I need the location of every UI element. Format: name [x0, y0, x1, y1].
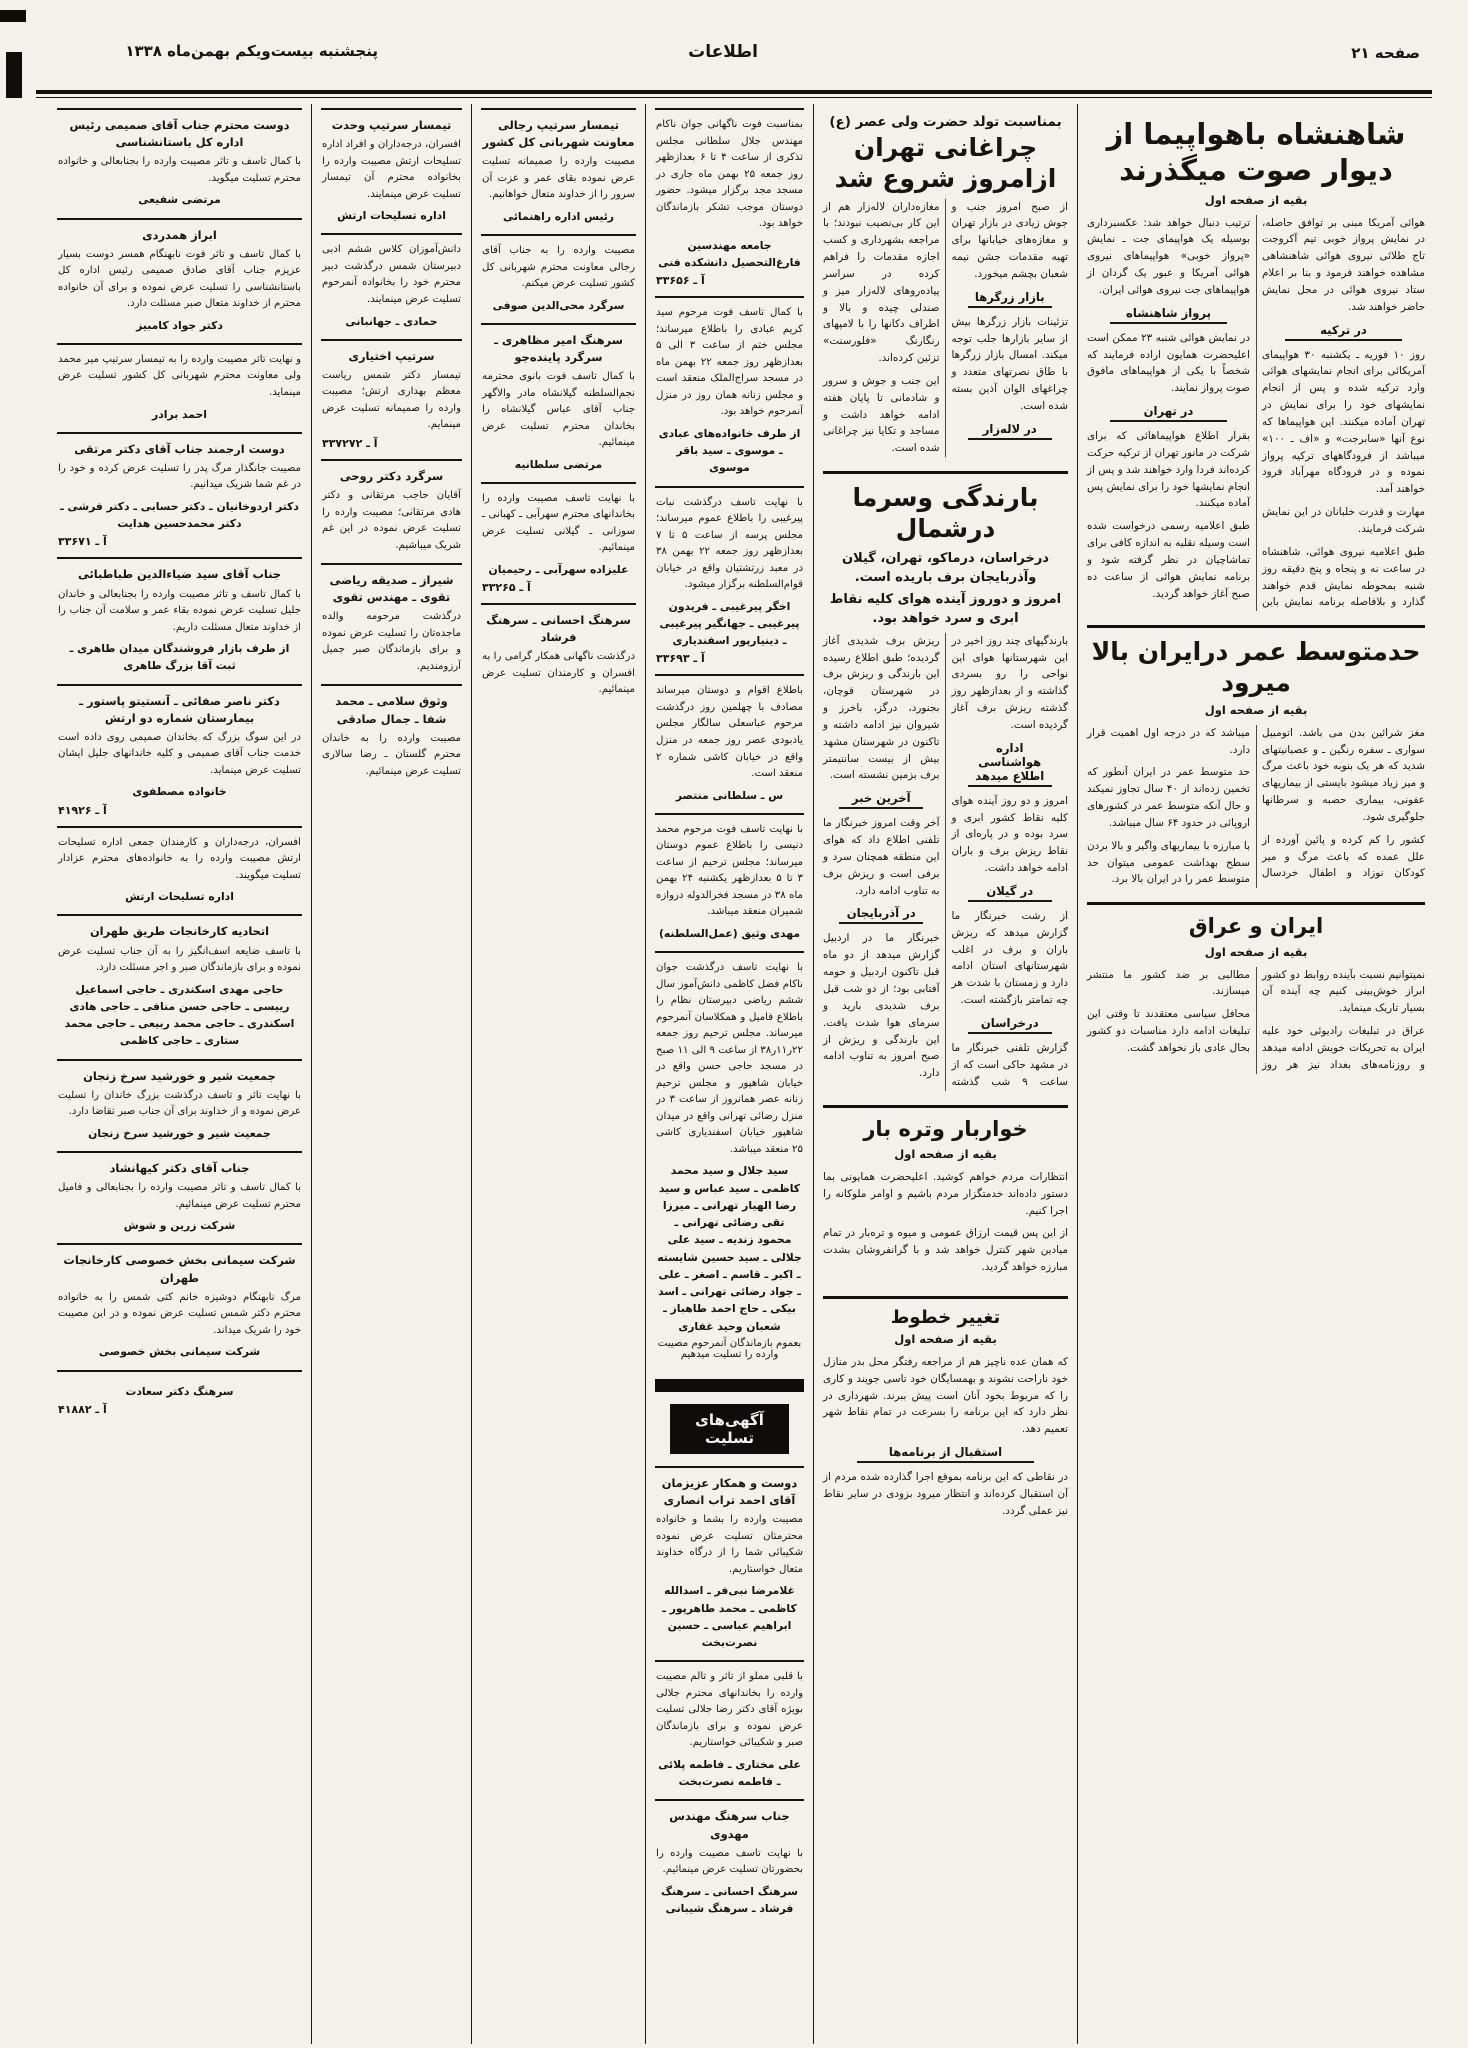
column-obituaries-1	[646, 104, 814, 2044]
obituary-list	[57, 108, 302, 1425]
obituary-title: سرهنگ احسانی ـ سرهنگ فرشاد	[486, 613, 631, 645]
article-text-block: از رشت خبرنگار ما گزارش میدهد که ریزش باران و برف در اغلب شهرستانهای استان ادامه دارد و زمستان با شدت هر چه تمامتر بازگشته است.	[951, 909, 1068, 1007]
obituary-text: باطلاع اقوام و دوستان میرساند مصادف با چهلمین روز درگذشت مرحوم عباسعلی سالگار مجلس یادبودی عصر روز جمعه در منزل واقع در خیابان کاشی شماره ۲ منعقد است.	[656, 685, 803, 780]
continued-note: بقیه از صفحه اول	[894, 1146, 997, 1161]
article-body	[823, 199, 1068, 458]
article-text-block: در نقاطی که این برنامه بموقع اجرا گذارده شده مردم از آن استقبال کرده‌اند و انتظار میرود بزودی در سایر نقاط نیز عملی گردد.	[823, 1471, 1068, 1517]
obituary-notice	[57, 1151, 302, 1243]
obituary-signature: از طرف بازار فروشندگان میدان طاهری ـ ثبت آقا بزرگ طاهری	[69, 642, 290, 673]
article-line-changes	[823, 1296, 1068, 1536]
obituary-text: با نهایت تاثر و تاسف درگذشت بزرگ خاندان را تسلیت عرض نموده و از خداوند برای آن جناب صبر تقاضا دارد.	[58, 1089, 301, 1118]
article-body	[1087, 215, 1425, 612]
article-text-block: نمیتوانیم نسبت بآینده روابط دو کشور ابراز خوش‌بینی کنیم چه آینده آن بسیار تاریک مینماید.	[1262, 968, 1425, 1015]
obituary-text: درگذشت ناگهانی همکار گرامی را به افسران و کارمندان تسلیت عرض مینمائیم.	[482, 651, 635, 696]
obituary-signature: از طرف خانواده‌های عبادی ـ موسوی ـ سید باقر موسوی	[658, 426, 801, 475]
obituary-list	[655, 1466, 804, 1926]
page-columns	[0, 98, 1468, 2044]
headline-life-expectancy: حدمتوسط عمر درایران بالا میرود	[1091, 637, 1421, 698]
obituary-notice	[655, 486, 804, 675]
obituary-text: با نهایت تاسف مصیبت وارده را بخاندانهای محترم سهرآبی ـ کهبانی ـ سوزانی ـ گیلانی تسلیت عرض مینمائیم.	[482, 492, 635, 554]
article-text-block: در گیلان	[968, 884, 1052, 902]
article-body	[1087, 725, 1425, 889]
obituary-phone: آ ـ ۳۳۲۶۵	[482, 581, 531, 595]
obituary-list	[481, 108, 636, 708]
header-rule	[36, 90, 1432, 98]
obituary-notice	[655, 674, 804, 812]
obituary-phone: آ ـ ۳۳۷۲۷۲	[322, 436, 378, 450]
issue-date: پنجشنبه بیست‌ویکم بهمن‌ماه ۱۳۳۸	[125, 42, 378, 60]
obituary-signature: حاجی مهدی اسکندری ـ حاجی اسماعیل رییسی ـ حاجی حسن منافی ـ حاجی هادی اسکندری ـ حاجی محمد ربیعی ـ حاجی محمد ستاری ـ حاجی کاظمی	[64, 982, 295, 1048]
continued-note: بقیه از صفحه اول	[1204, 702, 1308, 717]
obituary-text: با نهایت تاسف مصیبت وارده را بحضورتان تسلیت عرض مینمائیم.	[656, 1847, 803, 1876]
obituary-title: تیمسار سرتیپ رجالی معاونت شهربانی کل کشور	[482, 118, 635, 150]
obituary-signature: جامعه مهندسین فارغ‌التحصیل دانشکده فنی	[658, 238, 801, 269]
obituary-notice	[57, 1370, 302, 1425]
article-text-block: در لاله‌زار	[968, 422, 1052, 440]
article-text-block: در تهران	[1110, 404, 1227, 422]
column-right	[1078, 104, 1434, 2044]
article-text-block: مغازه‌داران لاله‌زار هم از این کار بی‌نصیب نبودند؛ با مراجعه بشهرداری و کسب اجازه مقدمات را فراهم کرده در سراسر پیاده‌روهای لاله‌زار میز و صندلی چیده و بالا و اطراف دکانها را با لامپهای رنگارنگ «فلورسنت» تزئین کرده‌اند.	[823, 200, 940, 365]
headline-snow-north: بارندگی وسرما درشمال	[852, 483, 1039, 544]
obituary-phone: آ ـ ۳۳۶۹۳	[656, 652, 705, 666]
obituary-signature: مرتضی سلطانیه	[514, 457, 603, 471]
article-text-block: از این پس قیمت ارزاق عمومی و میوه و تره‌بار در تمام میادین شهر کنترل خواهد شد و با گرانفروشان بشدت مبارزه خواهد گردید.	[823, 1227, 1068, 1274]
continued-note: بقیه از صفحه اول	[1204, 192, 1308, 207]
article-text-block: بازار زرگرها	[968, 290, 1052, 308]
obituary-title: وثوق سلامی ـ محمد شفا ـ جمال صادقی	[335, 694, 448, 726]
obituary-tail: بعموم بازماندگان آنمرحوم مصیبت وارده را تسلیت میدهیم	[657, 1338, 802, 1360]
obituary-notice	[481, 108, 636, 234]
snow-deck-1: درخراسان، درماکو، تهران، گیلان وآذربایجان برف باریده است.	[842, 550, 1049, 586]
obituary-signature: سرگرد محی‌الدین صوفی	[492, 298, 625, 312]
article-text-block: بارندگیهای چند روز اخیر در این شهرستانها هوای این نواحی را رو بسردی گذاشته و از بعدازظهر روز گذشته ریزش برف آغاز گردیده است.	[951, 634, 1068, 731]
obituary-notice	[57, 826, 302, 915]
obituary-signature: مرتضی شفیعی	[138, 193, 221, 207]
headline-sound-barrier: شاهنشاه باهواپیما از دیوار صوت میگذرند	[1106, 117, 1406, 188]
obituary-notice	[481, 234, 636, 323]
obituary-notice	[321, 563, 462, 684]
obituary-title: سرتیپ اختیاری	[348, 348, 435, 363]
article-text-block: خبرنگار ما در اردبیل گزارش میدهد از دو ماه قبل تاکنون اردبیل و حومه آفتابی بود؛ از دو شب قبل برف شدیدی بارید و سرمای هوا شدت یافت. این بارندگی و ریزش از صبح امروز به تناوب ادامه دارد.	[823, 932, 940, 1080]
article-text-block: حد متوسط عمر در ایران آنطور که تخمین زده‌اند از ۴۰ سال تجاوز نمیکند و حال آنکه متوسط عمر در کشورهای اروپائی در حدود ۶۴ سال میباشد.	[1087, 766, 1250, 829]
obituary-notice	[655, 1660, 804, 1799]
obituary-notice	[321, 233, 462, 338]
article-text-block: بقرار اطلاع هواپیماهائی که برای شرکت در مانور تهران از ترکیه حرکت کرده‌اند فردا وارد خواهند شد و پس از انجام نمایشها خود را برای نمایش پس آماده میکنند.	[1087, 430, 1250, 510]
obituary-notice	[57, 432, 302, 558]
obituary-text: درگذشت مرحومه والده ماجده‌تان را تسلیت عرض نموده و برای بازماندگان صبر جمیل آرزومندیم.	[322, 611, 461, 672]
obituary-notice	[57, 108, 302, 218]
obituary-title: اتحادیه کارخانجات طریق طهران	[89, 924, 270, 939]
obituary-title: سرگرد دکتر روحی	[339, 468, 444, 483]
obituary-text: با کمال تاسف فوت بانوی محترمه نجم‌السلطنه گیلانشاه مادر والاگهر جناب آقای عباس گیلانشاه را بخاندان محترم تسلیت عرض مینمائیم.	[482, 371, 635, 449]
column-obituaries-4	[48, 104, 312, 2044]
obituary-text: افسران، درجه‌داران و افراد اداره تسلیحات ارتش مصیبت وارده را بخانواده محترم آن تیمسار تسلیت عرض مینمایند.	[322, 139, 461, 200]
obituary-signature: علیزاده سهرآبی ـ رحیمیان	[488, 562, 629, 576]
article-text-block: استقبال از برنامه‌ها	[857, 1445, 1033, 1463]
article-text-block: مغز شرائین بدن می باشد. اتومبیل سواری ـ سفره رنگین ـ و عصبانیتهای شدید که هر یک بنوبه خود باعث مرگ و میر زیاد میشود بایستی از بیماریهای عفونی، بیماری حصبه و سرطانها جلوگیری شود.	[1262, 726, 1425, 823]
obituary-title: دوست ارجمند جناب آقای دکتر مرتقی	[74, 441, 285, 456]
obituary-notice	[57, 557, 302, 683]
obituary-title: دوست و همکار عزیزمان آقای احمد تراب انصاری	[661, 1476, 798, 1508]
obituary-notice	[321, 339, 462, 459]
column-news	[814, 104, 1078, 2044]
obituary-signature: اداره تسلیحات ارتش	[125, 890, 234, 904]
obituary-title: جناب آقای دکتر کیهانشاد	[109, 1161, 250, 1176]
article-illumination	[823, 108, 1068, 467]
article-text-block: اداره هواشناسی اطلاع میدهد	[968, 741, 1052, 787]
obituary-text: مرگ نابهنگام دوشیزه خانم کتی شمس را به خانواده محترم دکتر شمس تسلیت عرض نموده و در این مصیبت خود را شریک میداند.	[58, 1291, 301, 1336]
column-obituaries-2	[472, 104, 646, 2044]
obituary-signature: دکتر اردوخانیان ـ دکتر حسابی ـ دکتر فرشی ـ دکتر محمدحسین هدایت	[60, 499, 299, 531]
article-sound-barrier	[1087, 108, 1425, 621]
obituary-text: با کمال تاسف و تاثر فوت نابهنگام همسر دوست بسیار عزیزم جناب آقای صادق صمیمی رئیس اداره کل باستانشناسی را تسلیت عرض نموده و برای آن خانواده محترم از خداوند متعال صبر مسئلت دارد.	[58, 248, 301, 310]
obituary-notice	[655, 813, 804, 951]
obituary-signature: مهدی وثیق (عمل‌السلطنه)	[658, 926, 801, 940]
obituary-text: با تاسف ضایعه اسف‌انگیز را به آن جناب تسلیت عرض نموده و برای بازماندگان صبر و اجر مسئلت دارد.	[58, 945, 301, 974]
article-text-block: که همان عده ناچیز هم از مراجعه رفتگر محل بدر منازل خود ناراحت نشوند و بهمسایگان خود تاسی جویند و کاری را که مربوط بخود آنان است پیش ببرند. شهرداری در نظر دارد که این برنامه را بسرعت در تمام نقاط شهر تعمیم دهد.	[823, 1355, 1068, 1436]
obituary-text: با قلبی مملو از تاثر و تالم مصیبت وارده را بخاندانهای محترم جلالی بویژه آقای دکتر رضا جلالی تسلیت عرض نموده و برای بازماندگان صبر و شکیبائی خواستاریم.	[656, 1671, 803, 1749]
obituary-title: شرکت سیمانی بخش خصوصی کارخانجات طهران	[63, 1253, 296, 1285]
article-text-block: کشور را کم کرده و پائین آورده از علل عمده که باعث مرگ و میر کودکان نوزاد و اطفال خردسال میباشد که در درجه اول اهمیت قرار دارد.	[1087, 726, 1425, 880]
obituary-title: تیمسار سرتیپ وحدت	[331, 118, 452, 132]
article-text-block: روز ۱۰ فوریه ـ یکشنبه ۳۰ هواپیمای آمریکائی برای انجام نمایشهای هوائی وارد ترکیه شده و پس از انجام نمایشهای خود را برای نمایش در تهران آماده میکنند. این هواپیماها که نوع آنها «سابرجت» و «اف ـ ۱۰۰» میباشد از فرودگاههای ترکیه پرواز نموده و در فرودگاه مهرآباد فرود خواهند آمد.	[1262, 348, 1425, 496]
headline-line-changes: تغییر خطوط	[890, 1306, 1001, 1328]
article-text-block: محافل سیاسی معتقدند تا وقتی این تبلیغات ادامه دارد مناسبات دو کشور بحال عادی باز نخواهد گشت.	[1087, 1008, 1250, 1054]
obituary-signature: رئیس اداره راهنمائی	[502, 209, 615, 223]
obituary-notice	[57, 1243, 302, 1369]
obituary-text: با نهایت تاسف درگذشت نبات پیرغیبی را باطلاع عموم میرساند؛ مجلس پرسه از ساعت ۵ تا ۷ بعدازظهر روز جمعه ۲۲ بهمن ۳۸ در معبد زرتشتیان واقع در خیابان قوام‌السلطنه برگزار میشود.	[656, 496, 804, 591]
obituary-title: جمعیت شیر و خورشید سرخ زنجان	[83, 1068, 276, 1083]
article-text-block: گزارش تلفنی خبرنگار ما در مشهد حاکی است که از ساعت ۹ شب گذشته ریزش برف شدیدی آغاز گردیده؛ طبق اطلاع رسیده این بارندگی و ریزش برف در شهرستان قوچان، بجنورد، درگز، باخرز و شیروان نیز ادامه داشته و تاکنون در شهرستان مشهد بیش از بیست سانتیمتر برف بزمین نشسته است.	[823, 634, 1069, 1088]
obituary-notice	[481, 603, 636, 708]
obituary-signature: شرکت زرین و شوش	[123, 1219, 236, 1233]
obituary-text: آقایان حاجب مرتقانی و دکتر هادی مرتقانی؛ مصیبت وارده را تسلیت عرض نموده در این غم شریک میباشیم.	[322, 490, 461, 551]
obituary-signature: شرکت سیمانی بخش خصوصی	[98, 1345, 261, 1359]
obituary-text: مصیبت وارده را بشما و خانواده محترمتان تسلیت عرض نموده شکیبائی شما را از درگاه خداوند متعال خواستاریم.	[656, 1514, 803, 1575]
article-body	[823, 1354, 1068, 1520]
obituary-phone: آ ـ ۴۱۸۸۲	[58, 1402, 107, 1416]
obituary-text: و نهایت تاثر مصیبت وارده را به تیمسار سرتیپ میر محمد ولی معاونت محترم شهربانی کل کشور تسلیت عرض مینماید.	[58, 353, 301, 398]
obituary-notice	[655, 1799, 804, 1926]
article-text-block: طبق اعلامیه نیروی هوائی، شاهنشاه در ساعت نه و پنجاه و پنج دقیقه روز شنبه بمحوطه نمایش قدم خواهند گذارد و بلافاصله برنامه نمایش باین ترتیب دنبال خواهد شد: عکسبرداری بوسیله یک هواپیمای جت ـ نمایش «پرواز خوبی» هواپیماهای نیروی هوائی آمریکا و عبور یک گردان از هواپیماهای جت نیروی هوائی ایران.	[1087, 216, 1425, 609]
article-text-block: در نمایش هوائی شنبه ۲۳ ممکن است اعلیحضرت همایون اراده فرمایند که شخصاً با یکی از هواپیماهای مافوق صوت پرواز نمایند.	[1087, 331, 1250, 395]
obituary-notice	[655, 1466, 804, 1660]
article-text-block: آخرین خبر	[839, 791, 923, 809]
obituary-signature: دکتر جواد کامبیز	[136, 318, 223, 332]
obituary-list	[655, 108, 804, 1369]
obituary-signature: احمد برادر	[152, 407, 207, 421]
article-body	[823, 633, 1068, 1091]
obituary-notice	[57, 914, 302, 1058]
article-text-block: مهارت و قدرت خلبانان در این نمایش شرکت فرمایند.	[1262, 506, 1425, 535]
article-text-block: انتظارات مردم خواهم کوشید. اعلیحضرت همایونی بما دستور داده‌اند خدمتگزار مردم باشیم و اوامر ملوکانه را اجرا کنیم.	[823, 1170, 1068, 1217]
obituary-notice	[321, 459, 462, 563]
obituary-phone: آ ـ ۳۳۶۷۱	[58, 535, 107, 549]
obituary-title: شیراز ـ صدیقه ریاضی تقوی ـ مهندس تقوی	[329, 573, 454, 605]
obituary-list	[321, 108, 462, 789]
obituary-text: تیمسار دکتر شمس ریاست معظم بهداری ارتش؛ مصیبت وارده را صمیمانه تسلیت عرض مینمایم.	[322, 369, 461, 431]
column-obituaries-3	[312, 104, 472, 2044]
article-body	[1087, 967, 1425, 1074]
article-text-block: طبق اعلامیه رسمی درخواست شده است وسیله نقلیه به اندازه کافی برای تماشاچیان در نظر گرفته شود و برنامه نمایش هوائی از ساعت ده صبح آغاز خواهد گردید.	[1087, 520, 1250, 600]
continued-note: بقیه از صفحه اول	[894, 1331, 997, 1346]
article-text-block: پرواز شاهنشاه	[1110, 306, 1227, 324]
obituary-title: دکتر ناصر صفائی ـ آنستیتو پاستور ـ بیمارستان شماره دو ارتش	[79, 693, 280, 725]
obituary-notice	[655, 951, 804, 1369]
obituary-title: سرهنگ امیر مظاهری ـ سرگرد پاینده‌جو	[494, 332, 623, 364]
obituary-signature: غلامرضا نبی‌فر ـ اسدالله کاظمی ـ محمد طاهرپور ـ ابراهیم عباسی ـ حسین نصرت‌بخت	[662, 1584, 797, 1650]
obituary-signature: حمادی ـ جهانبانی	[345, 314, 438, 328]
obituary-text: با کمال تاسف و تاثر مصیبت وارده را بجنابعالی و خاندان جلیل تسلیت عرض نموده بقاء عمر و سلامت آن جناب را از خداوند متعال مسئلت داریم.	[58, 588, 301, 633]
obituary-notice	[655, 296, 804, 485]
kicker-illumination: بمناسبت تولد حضرت ولی عصر (ع)	[829, 114, 1062, 130]
obituary-notice	[655, 108, 804, 296]
obituary-text: با کمال تاسف و تاثر مصیبت وارده را بجنابعالی و فامیل محترم تسلیت عرض مینمائیم.	[58, 1182, 301, 1210]
obituary-notice	[57, 218, 302, 343]
snow-deck-2: امروز و دوروز آینده هوای کلیه نقاط ابری و سرد خواهد بود.	[829, 591, 1062, 627]
masthead: اطلاعات	[688, 42, 758, 62]
article-snow-north	[823, 471, 1068, 1100]
page-number: صفحه ۲۱	[1351, 44, 1420, 62]
condolence-ads-label: آگهی‌های تسلیت	[670, 1404, 789, 1454]
article-text-block: در آذربایجان	[839, 906, 923, 924]
article-text-block: آخر وقت امروز خبرنگار ما تلفنی اطلاع داد که هوای این منطقه همچنان سرد و برفی است و ریزش برف به تناوب ادامه دارد.	[823, 817, 940, 897]
obituary-notice	[481, 323, 636, 482]
obituary-phone: آ ـ ۴۱۹۲۶	[58, 803, 107, 817]
obituary-text: بمناسبت فوت ناگهانی جوان ناکام مهندس جلال سلطانی مجلس تذکری از ساعت ۴ تا ۶ بعدازظهر روز جمعه ۲۵ بهمن ماه جاری در مسجد مجد برگزار میشود. حضور دوستان موجب تشکر بازماندگان خواهد بود.	[656, 119, 803, 230]
obituary-notice	[57, 343, 302, 432]
article-text-block: این جنب و جوش و سرور و شادمانی تا پایان هفته ادامه خواهد داشت و مساجد و تکایا نیز چراغانی شده است.	[823, 374, 940, 455]
obituary-title: ابراز همدردی	[142, 227, 217, 242]
obituary-title: دوست محترم جناب آقای صمیمی رئیس اداره کل باستانشناسی	[69, 118, 290, 150]
obituary-signature: اخگر پیرغیبی ـ فریدون پیرغیبی ـ جهانگیر پیرغیبی ـ دینیارپور اسفندیاری	[659, 599, 800, 648]
headline-provisions: خواربار وتره بار	[863, 1116, 1028, 1141]
obituary-text: با نهایت تاسف فوت مرحوم محمد دنیسی را باطلاع عموم دوستان میرساند؛ مجلس ترحیم از ساعت ۳ تا ۵ بعدازظهر یکشنبه ۲۴ بهمن ماه ۳۸ در مسجد فخرالدوله دروازه شمیران منعقد میباشد.	[656, 823, 803, 918]
obituary-text: مصیبت وارده را به خاندان محترم گلستان ـ رضا سالاری تسلیت عرض مینمائیم.	[322, 732, 461, 777]
obituary-signature: جمعیت شیر و خورشید سرخ زنجان	[88, 1126, 271, 1140]
obituary-title: جناب آقای سید ضیاءالدین طباطبائی	[77, 567, 282, 582]
obituary-notice	[321, 108, 462, 233]
obituary-text: مصیبت وارده را به جناب آقای رجالی معاونت محترم شهربانی کل کشور تسلیت عرض میکنم.	[482, 245, 635, 290]
obituary-text: در این سوگ بزرگ که بخاندان صمیمی روی داده است خدمت جناب آقای صمیمی و کلیه خاندانهای جلیل ایشان تسلیت عرض مینماید.	[58, 731, 301, 776]
article-provisions	[823, 1105, 1068, 1292]
article-body	[823, 1169, 1068, 1276]
article-text-block: در ترکیه	[1285, 323, 1402, 341]
headline-iran-iraq: ایران و عراق	[1188, 914, 1324, 939]
obituary-signature: علی مختاری ـ فاطمه پلائی ـ فاطمه نصرت‌بخت	[658, 1757, 801, 1789]
obituary-text: با کمال تاسف فوت مرحوم سید کریم عبادی را باطلاع میرساند؛ مجلس ختم از ساعت ۳ الی ۵ بعدازظهر روز جمعه ۲۲ بهمن ماه در مسجد سراج‌الملک منعقد است و مجلس زنانه همان روز در منزل آنمرحوم خواهد بود.	[656, 307, 803, 418]
page-header	[0, 0, 1468, 90]
obituary-text: با نهایت تاسف درگذشت جوان ناکام فضل کاظمی دانش‌آموز سال ششم ریاضی دبیرستان نظام را باطلاع فامیل و همکلاسان آنمرحوم میرساند. مجلس ترحیم روز جمعه ۲۲ر۱۱ر۳۸ از ساعت ۹ الی ۱۱ صبح در مسجد حاجی حسن واقع در خیابان شاهپور و مجلس ترحیم زنانه عصر همانروز از ساعت ۳ در منزل رضائی تهرانی واقع در میدان شاهپور خیابان اسفندیاری کاشی ۲۵ منعقد میباشد.	[656, 962, 803, 1155]
headline-illumination: چراغانی تهران ازامروز شروع شد	[834, 133, 1057, 194]
obituary-notice	[57, 684, 302, 826]
article-life-expectancy	[1087, 625, 1425, 898]
article-text-block: با مبارزه با بیماریهای واگیر و بالا بردن سطح بهداشت عمومی میتوان حد متوسط عمر را در ایران بالا برد.	[1087, 839, 1250, 886]
obituary-text: دانش‌آموزان کلاس ششم ادبی دبیرستان شمس درگذشت دبیر محترم خود را بخانواده آنمرحوم تسلیت عرض مینمایند.	[322, 244, 461, 305]
obituary-text: مصیبت جانگذار مرگ پدر را تسلیت عرض کرده و خود را در غم شما شریک میدانیم.	[58, 462, 301, 491]
article-text-block: از صبح امروز جنب و جوش زیادی در بازار تهران و مغازه‌های خیابانها برای تهیه مقدمات جشن نیمه شعبان بچشم میخورد.	[951, 200, 1068, 280]
obituary-text: افسران، درجه‌داران و کارمندان جمعی اداره تسلیحات ارتش مصیبت وارده را به خانواده‌های محترم عزادار تسلیت میگویند.	[58, 836, 301, 881]
obituary-signature: اداره تسلیحات ارتش	[337, 209, 446, 223]
obituary-signature: سید جلال و سید محمد کاظمی ـ سید عباس و سید رضا الهیار تهرانی ـ میرزا تقی رضائی تهرانی ـ محمود زندیه ـ سید علی جلالی ـ سید حسین شایسته ـ اکبر ـ قاسم ـ اصغر ـ علی ـ جواد رضائی تهرانی ـ اسد بیکی ـ حاج احمد طاهباز ـ شعبان وحید غفاری	[657, 1164, 802, 1333]
article-text-block: امروز و دو روز آینده هوای کلیه نقاط کشور ابری و سرد بوده و در پاره‌ای از نقاط ریزش برف و باران ادامه خواهد داشت.	[951, 794, 1068, 875]
section-divider-bar	[655, 1379, 804, 1392]
article-text-block: عراق در تبلیغات رادیوئی خود علیه ایران به تحریکات خویش ادامه میدهد و روزنامه‌های بغداد نیز هر روز مطالبی بر ضد کشور ما منتشر میسازند.	[1087, 968, 1425, 1071]
obituary-notice	[321, 684, 462, 789]
continued-note: بقیه از صفحه اول	[1204, 944, 1308, 959]
obituary-signature: س ـ سلطانی منتصر	[675, 788, 784, 802]
obituary-signature: سرهنگ دکتر سعادت	[125, 1384, 234, 1398]
obituary-notice	[481, 482, 636, 603]
obituary-signature: سرهنگ احسانی ـ سرهنگ فرشاد ـ سرهنگ شیبانی	[660, 1884, 799, 1915]
obituary-phone: آ ـ ۳۳۶۵۶	[656, 274, 705, 288]
obituary-signature: خانواده مصطفوی	[132, 785, 227, 799]
obituary-text: مصیبت وارده را صمیمانه تسلیت عرض نموده بقای عمر و عزت آن سرور را از خداوند متعال خواهانیم.	[482, 156, 635, 201]
article-text-block: درخراسان	[968, 1016, 1052, 1034]
obituary-notice	[57, 1059, 302, 1151]
article-text-block: هوائی آمریکا مبنی بر توافق حاصله، در نمایش پرواز خوبی تیم آکروجت تاج طلائی نیروی هوائی شاهنشاهی مشاهده خواهند فرمود و بنا بر اعلام ستاد نیروی هوائی در محل نمایش حاضر خواهند شد.	[1262, 216, 1425, 313]
article-iran-iraq	[1087, 902, 1425, 1083]
obituary-title: جناب سرهنگ مهندس مهدوی	[669, 1809, 790, 1841]
obituary-text: با کمال تاسف و تاثر مصیبت وارده را بجنابعالی و خانواده محترم تسلیت میگوید.	[58, 156, 301, 184]
article-text-block: تزئینات بازار زرگرها بیش از سایر بازارها جلب توجه میکند. امسال بازار زرگرها با طاق نصرتهای متعدد و چراغهای الوان آذین بسته شده است.	[951, 315, 1068, 412]
